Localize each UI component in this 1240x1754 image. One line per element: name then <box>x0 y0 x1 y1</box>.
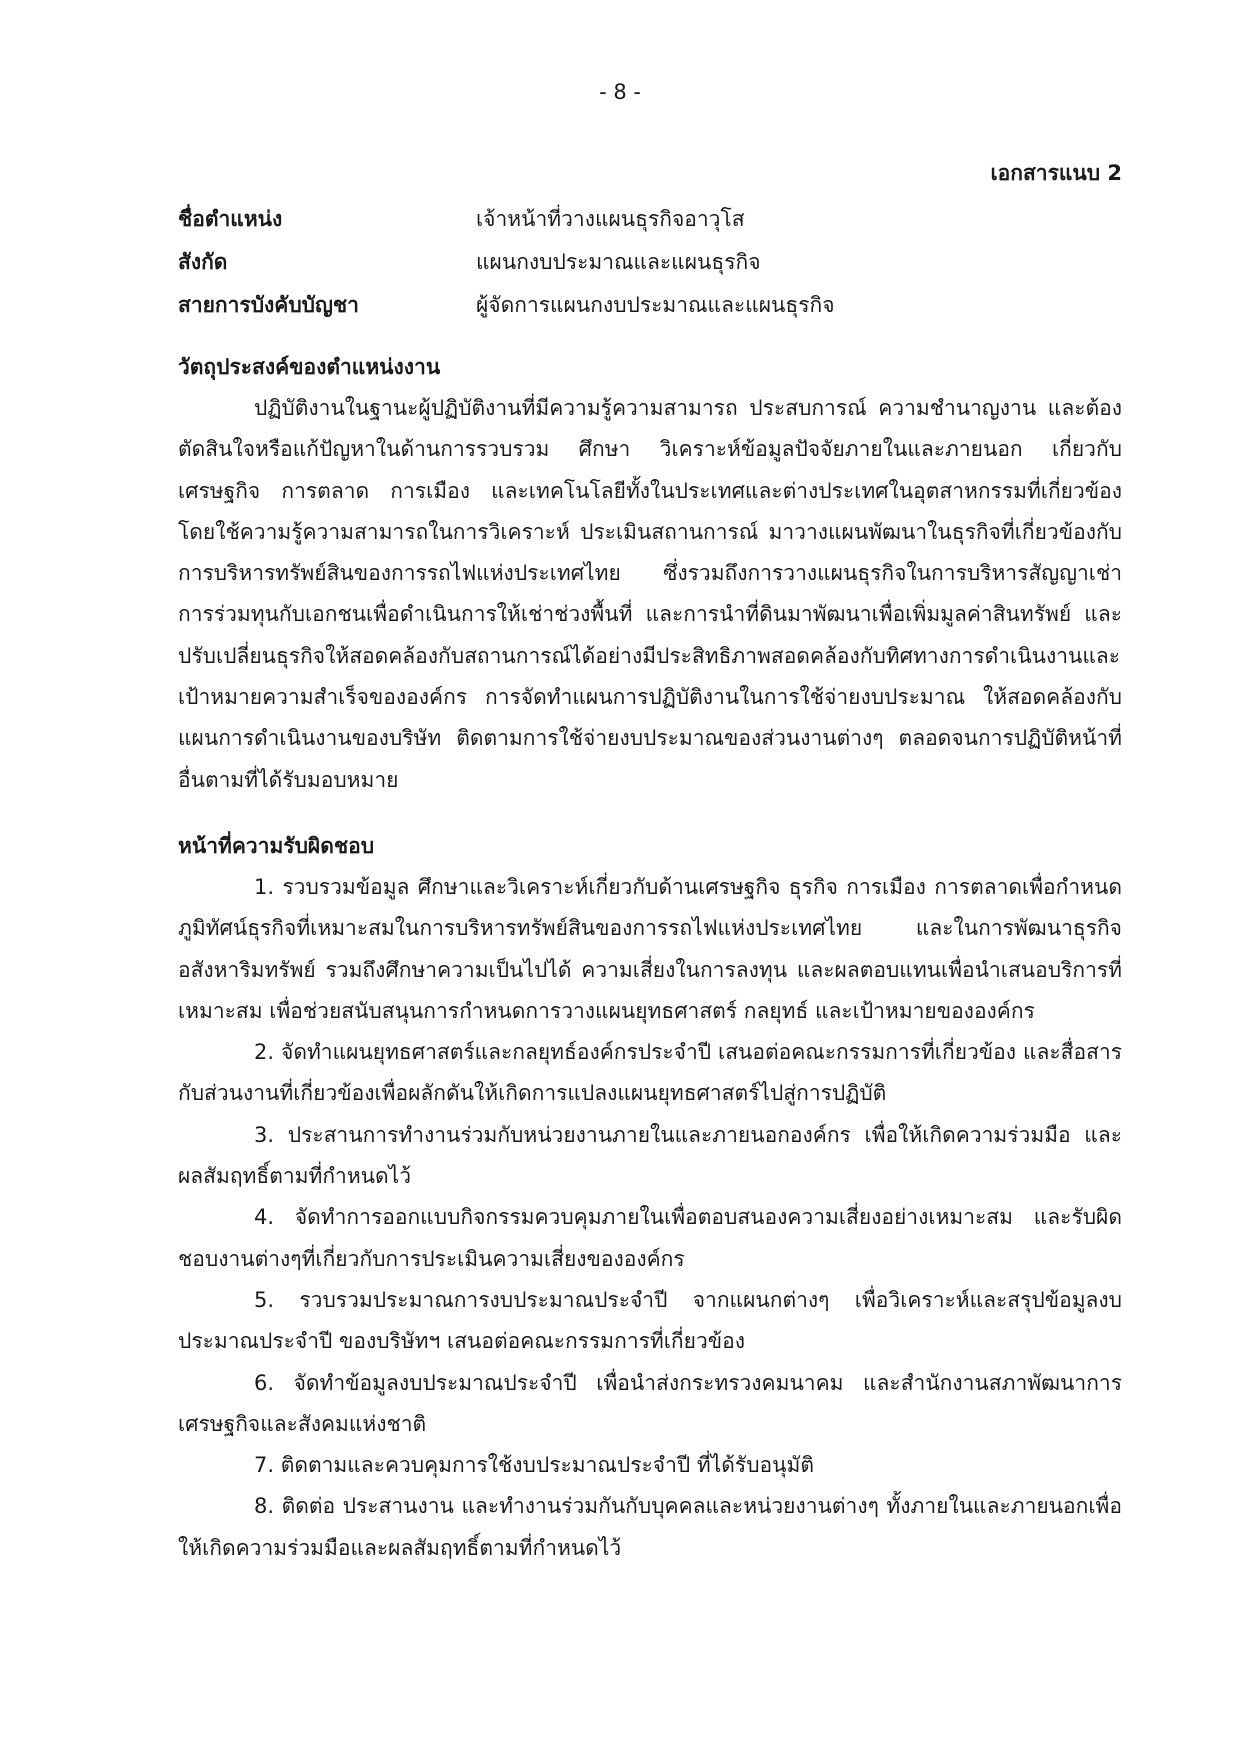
objective-heading: วัตถุประสงค์ของตำแหน่งงาน <box>178 355 441 379</box>
info-value: ผู้จัดการแผนกงบประมาณและแผนธุรกิจ <box>476 293 835 317</box>
info-row-reporting-line <box>178 284 1078 327</box>
responsibilities-heading: หน้าที่ความรับผิดชอบ <box>178 833 375 858</box>
info-label: สายการบังคับบัญชา <box>178 293 359 317</box>
info-row-position <box>178 198 1078 241</box>
position-info <box>178 198 1078 327</box>
responsibility-item: 7. ติดตามและควบคุมการใช้งบประมาณประจำปี ที่ได้รับอนุมัติ <box>254 1453 814 1478</box>
info-value: เจ้าหน้าที่วางแผนธุรกิจอาวุโส <box>476 207 745 231</box>
info-label: ชื่อตำแหน่ง <box>178 207 283 231</box>
responsibility-item: 8. ติดต่อ ประสานงาน และทำงานร่วมกันกับบุคคลและหน่วยงานต่างๆ ทั้งภายในและภายนอกเพื่อให้เกิดความร่วมมือและผลสัมฤทธิ์ตามที่กำหนดไว้ <box>178 1494 1122 1560</box>
responsibility-item: 6. จัดทำข้อมูลงบประมาณประจำปี เพื่อนำส่งกระทรวงคมนาคม และสำนักงานสภาพัฒนาการเศรษฐกิจและสังคมแห่งชาติ <box>178 1370 1122 1436</box>
responsibility-item: 4. จัดทำการออกแบบกิจกรรมควบคุมภายในเพื่อตอบสนองความเสี่ยงอย่างเหมาะสม และรับผิดชอบงานต่างๆที่เกี่ยวกับการประเมินความเสี่ยงขององค์กร <box>178 1205 1122 1271</box>
info-value: แผนกงบประมาณและแผนธุรกิจ <box>476 250 761 274</box>
document-body <box>178 346 1122 1569</box>
page-number: - 8 - <box>599 80 641 104</box>
responsibility-item: 3. ประสานการทำงานร่วมกับหน่วยงานภายในและภายนอกองค์กร เพื่อให้เกิดความร่วมมือ และผลสัมฤทธิ์ตามที่กำหนดไว้ <box>178 1122 1122 1189</box>
info-row-department <box>178 241 1078 284</box>
responsibility-item: 2. จัดทำแผนยุทธศาสตร์และกลยุทธ์องค์กรประจำปี เสนอต่อคณะกรรมการที่เกี่ยวข้อง และสื่อสารกับส่วนงานที่เกี่ยวข้องเพื่อผลักดันให้เกิดการแปลงแผนยุทธศาสตร์ไปสู่การปฏิบัติ <box>178 1040 1122 1106</box>
info-label: สังกัด <box>178 250 228 274</box>
objective-paragraph: ปฏิบัติงานในฐานะผู้ปฏิบัติงานที่มีความรู้ความสามารถ ประสบการณ์ ความชำนาญงาน และต้องตัดสินใจหรือแก้ปัญหาในด้านการรวบรวม ศึกษา วิเคราะห์ข้อมูลปัจจัยภายในและภายนอก เกี่ยวกับเศรษฐกิจ การตลาด การเมือง และเทคโนโลยีทั้งในประเทศและต่างประเทศในอุตสาหกรรมที่เกี่ยวข้อง โดยใช้ความรู้ความสามารถในการวิเคราะห์ ประเมินสถานการณ์ มาวางแผนพัฒนาในธุรกิจที่เกี่ยวข้องกับการบริหารทรัพย์สินของการรถไฟแห่งประเทศไทย ซึ่งรวมถึงการวางแผนธุรกิจในการบริหารสัญญาเช่า การร่วมทุนกับเอกชนเพื่อดำเนินการให้เช่าช่วงพื้นที่ และการนำที่ดินมาพัฒนาเพื่อเพิ่มมูลค่าสินทรัพย์ และปรับเปลี่ยนธุรกิจให้สอดคล้องกับสถานการณ์ได้อย่างมีประสิทธิภาพสอดคล้องกับทิศทางการดำเนินงานและเป้าหมายความสำเร็จขององค์กร การจัดทำแผนการปฏิบัติงานในการใช้จ่ายงบประมาณ ให้สอดคล้องกับแผนการดำเนินงานของบริษัท ติดตามการใช้จ่ายงบประมาณของส่วนงานต่างๆ ตลอดจนการปฏิบัติหน้าที่อื่นตามที่ได้รับมอบหมาย <box>178 396 1122 792</box>
responsibility-item: 5. รวบรวมประมาณการงบประมาณประจำปี จากแผนกต่างๆ เพื่อวิเคราะห์และสรุปข้อมูลงบประมาณประจำปี ของบริษัทฯ เสนอต่อคณะกรรมการที่เกี่ยวข้อง <box>178 1287 1122 1354</box>
attachment-label: เอกสารแนบ 2 <box>990 161 1122 185</box>
responsibility-item: 1. รวบรวมข้อมูล ศึกษาและวิเคราะห์เกี่ยวกับด้านเศรษฐกิจ ธุรกิจ การเมือง การตลาดเพื่อกำหนดภูมิทัศน์ธุรกิจที่เหมาะสมในการบริหารทรัพย์สินของการรถไฟแห่งประเทศไทย และในการพัฒนาธุรกิจอสังหาริมทรัพย์ รวมถึงศึกษาความเป็นไปได้ ความเสี่ยงในการลงทุน และผลตอบแทนเพื่อนำเสนอบริการที่เหมาะสม เพื่อช่วยสนับสนุนการกำหนดการวางแผนยุทธศาสตร์ กลยุทธ์ และเป้าหมายขององค์กร <box>178 874 1122 1023</box>
